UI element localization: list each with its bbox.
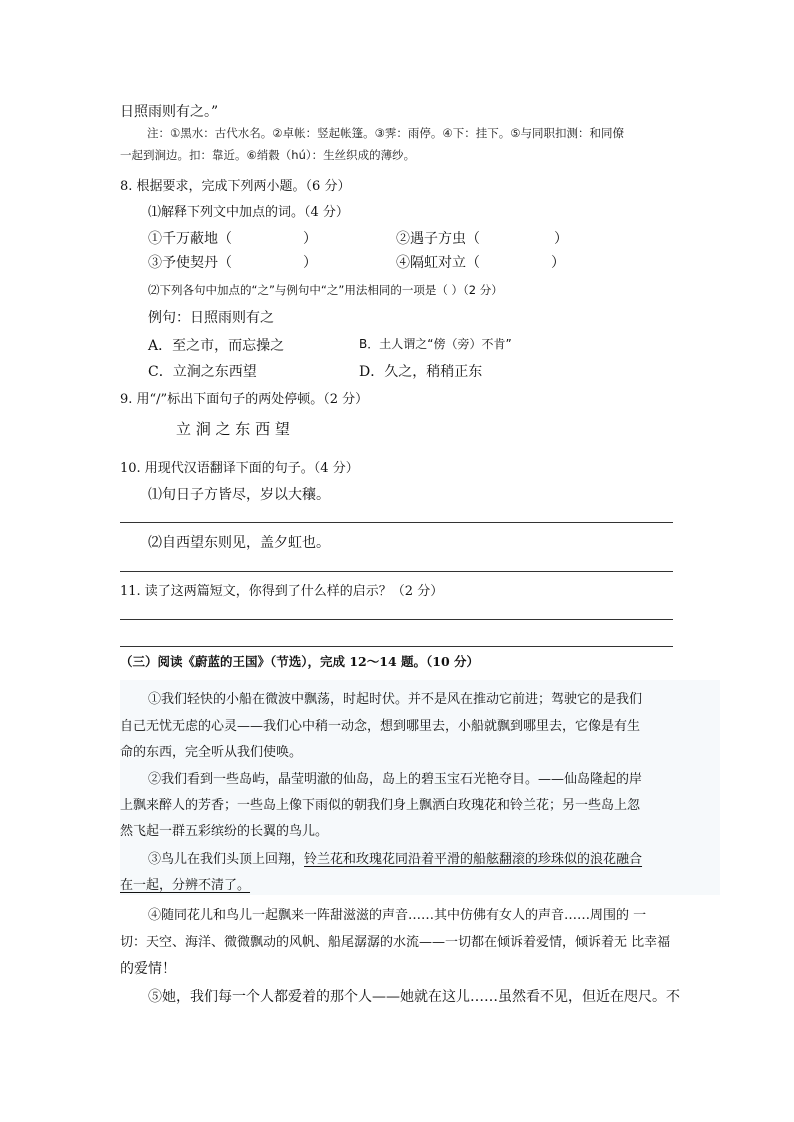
option-c: C．立涧之东西望 — [148, 364, 257, 380]
passage-p4-line2: 切：天空、海洋、微微飘动的风帆、船尾潺潺的水流——一切都在倾诉着爱情，倾诉着无 比幸福 — [120, 935, 671, 950]
passage-p2-line2: 上飘来醉人的芳香；一些岛上像下雨似的朝我们身上飘洒白玫瑰花和铃兰花；另一些岛上忽 — [120, 798, 641, 813]
section-3-heading: （三）阅读《蔚蓝的王国》（节选），完成 12～14 题。（10 分） — [120, 654, 479, 669]
note-line-2: 一起到涧边。扣：靠近。⑥绡縠（hú）：生丝织成的薄纱。 — [120, 148, 416, 162]
passage-p4-line1: ④随同花儿和鸟儿一起飘来一阵甜滋滋的声音……其中仿佛有女人的声音……周围的 一 — [148, 908, 647, 923]
passage-p1-line2: 自己无忧无虑的心灵——我们心中稍一动念，想到哪里去，小船就飘到哪里去，它像是有生 — [120, 719, 641, 734]
text-line-ending: 日照雨则有之。” — [120, 104, 219, 120]
underlined-sentence: 铃兰花和玫瑰花同沿着平滑的船舷翻滚的珍珠似的浪花融合 — [304, 852, 643, 867]
answer-line — [120, 571, 673, 572]
passage-p5-line1: ⑤她，我们每一个人都爱着的那个人——她就在这儿……虽然看不见，但近在咫尺。不 — [148, 989, 680, 1005]
question-8-part-2: ⑵下列各句中加点的“之”与例句中“之”用法相同的一项是（ ）（2 分） — [148, 283, 503, 297]
word-item-4-close: ） — [551, 255, 565, 271]
answer-line — [120, 522, 673, 523]
option-a: A．至之市，而忘操之 — [148, 338, 285, 354]
question-11: 11. 读了这两篇短文，你得到了什么样的启示？（2 分） — [120, 584, 444, 599]
passage-p1-line1: ①我们轻快的小船在微波中飘荡，时起时伏。并不是风在推动它前进；驾驶它的是我们 — [148, 692, 643, 707]
question-9-sentence: 立 涧 之 东 西 望 — [176, 420, 290, 438]
underlined-sentence-end: 在一起，分辨不清了。 — [120, 878, 251, 893]
word-item-2: ②遇子方虫（ — [396, 231, 480, 247]
passage-p2-line1: ②我们看到一些岛屿，晶莹明澈的仙岛，岛上的碧玉宝石光艳夺目。——仙岛隆起的岸 — [148, 772, 643, 787]
passage-p3-line1 — [148, 848, 642, 867]
question-10-part-2: ⑵自西望东则见，盖夕虹也。 — [148, 535, 330, 551]
passage-p4-line3: 的爱情！ — [120, 961, 176, 977]
word-item-1-close: ） — [303, 231, 317, 247]
word-item-4: ④隔虹对立（ — [396, 255, 480, 271]
passage-p3-text: ③鸟儿在我们头顶上回翔， — [148, 852, 305, 867]
note-line-1: 注：①黑水：古代水名。②卓帐：竖起帐篷。③霁：雨停。④下：挂下。⑤与同职扣测：和同僚 — [147, 126, 625, 140]
question-8: 8. 根据要求，完成下列两小题。（6 分） — [120, 179, 351, 194]
word-item-3-close: ） — [303, 255, 317, 271]
option-d: D．久之，稍稍正东 — [359, 364, 483, 380]
passage-p1-line3: 命的东西，完全听从我们使唤。 — [120, 745, 303, 760]
option-b: B．土人谓之“傍（旁）不肯” — [359, 337, 512, 351]
question-8-part-1: ⑴解释下列文中加点的词。（4 分） — [148, 205, 349, 220]
word-item-3: ③予使契丹（ — [148, 255, 232, 271]
word-item-2-close: ） — [554, 231, 568, 247]
answer-line — [120, 619, 673, 620]
question-9: 9. 用“/”标出下面句子的两处停顿。（2 分） — [120, 392, 369, 407]
passage-p2-line3: 然飞起一群五彩缤纷的长翼的鸟儿。 — [120, 824, 329, 839]
word-item-1: ①千万蔽地（ — [148, 231, 232, 247]
question-10: 10. 用现代汉语翻译下面的句子。（4 分） — [120, 461, 359, 476]
answer-line — [120, 646, 673, 647]
question-10-part-1: ⑴旬日子方皆尽，岁以大穰。 — [148, 487, 330, 503]
example-sentence: 例句：日照雨则有之 — [148, 310, 274, 326]
